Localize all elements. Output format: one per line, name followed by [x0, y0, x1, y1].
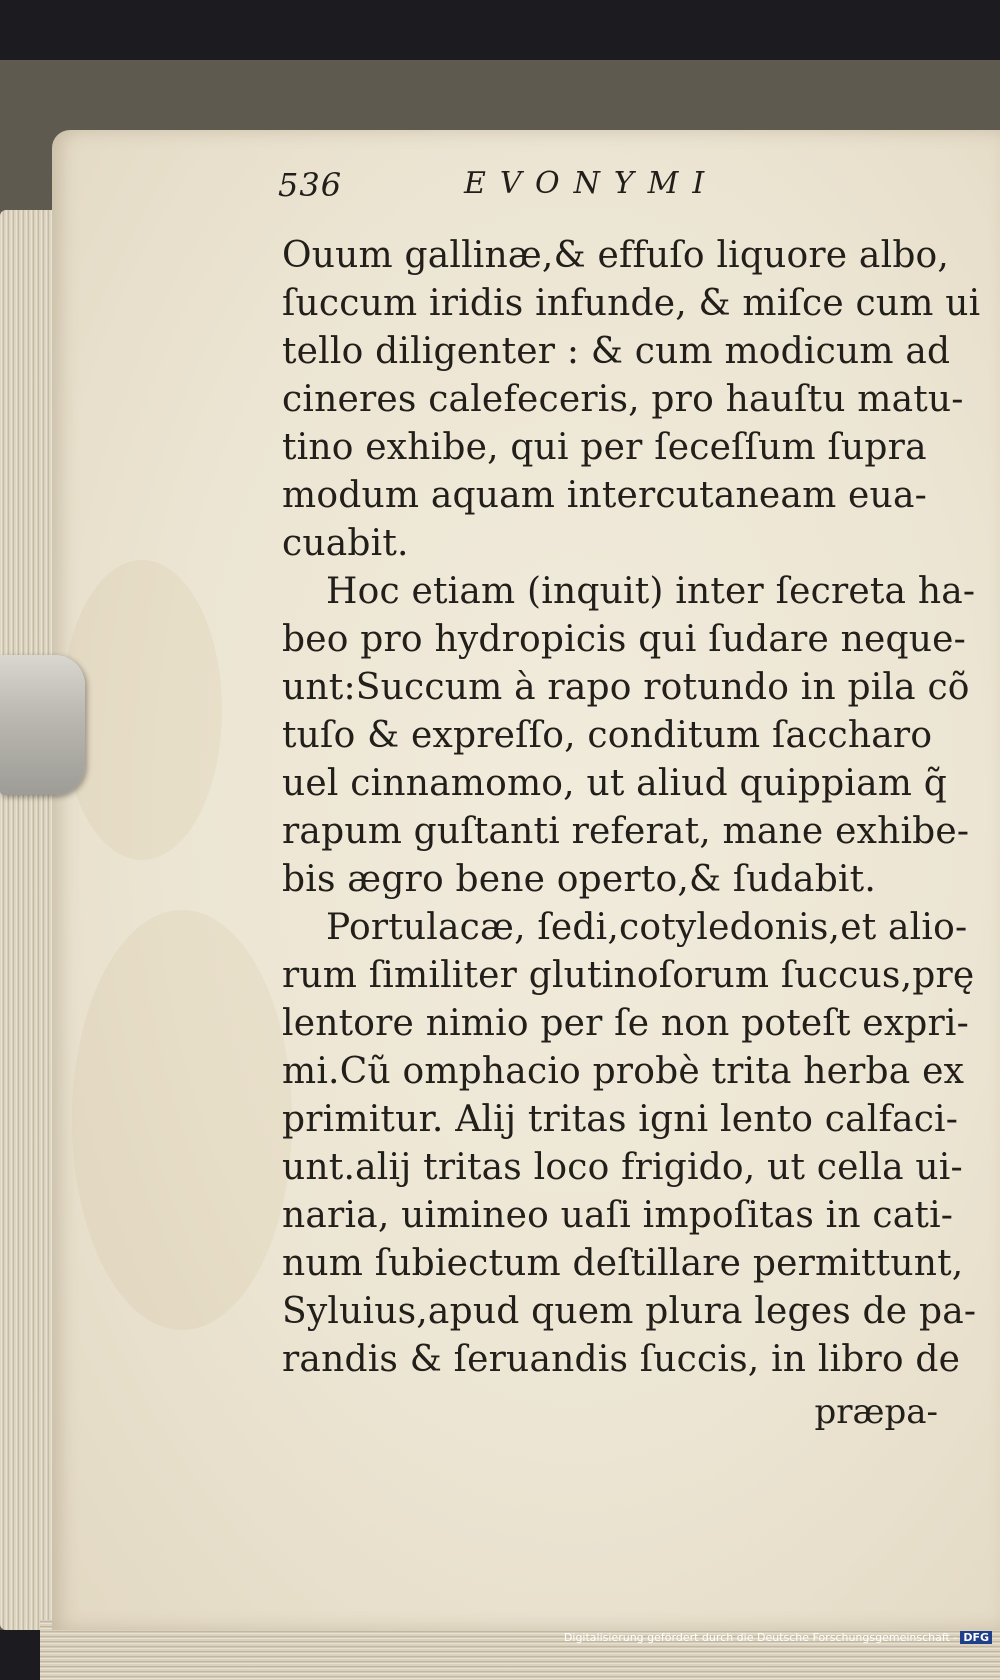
paper-stain: [62, 560, 222, 860]
running-title: EVONYMI: [464, 166, 719, 201]
paper-stain: [72, 910, 292, 1330]
text-line: cineres calefeceris, pro hauſtu matu-: [282, 379, 964, 420]
text-line: naria, uimineo uaſi impoſitas in cati-: [282, 1195, 954, 1236]
dfg-logo: DFG: [960, 1631, 992, 1644]
text-line: tino exhibe, qui per ſeceſſum ſupra: [282, 427, 927, 468]
bookmark-clip: [0, 655, 85, 795]
text-line: Portulacæ, ſedi,cotyledonis,et alio-: [326, 907, 968, 948]
text-line: rum ſimiliter glutinoſorum ſuccus,prę: [282, 955, 975, 996]
text-line: ſuccum iridis infunde, & miſce cum ui: [282, 283, 981, 324]
text-line: rapum guſtanti referat, mane exhibe-: [282, 811, 970, 852]
text-line: num ſubiectum deſtillare permittunt,: [282, 1243, 964, 1284]
text-line: randis & ſeruandis ſuccis, in libro de: [282, 1339, 961, 1380]
text-block: [278, 162, 981, 1436]
page-edges-left: [0, 210, 60, 1630]
text-line: mi.Cũ omphacio probè trita herba ex: [282, 1051, 965, 1092]
page-header: [278, 162, 942, 232]
text-line: tuſo & expreſſo, conditum ſaccharo: [282, 715, 933, 756]
text-line: Ouum gallinæ,& effuſo liquore albo,: [282, 235, 950, 276]
credit-text: Digitalisierung gefördert durch die Deutsche Forschungsgemeinschaft -: [563, 1631, 958, 1644]
text-line: bis ægro bene operto,& ſudabit.: [282, 859, 876, 900]
text-line: Hoc etiam (inquit) inter ſecreta ha-: [326, 571, 976, 612]
text-line: Syluius,apud quem plura leges de pa-: [282, 1291, 977, 1332]
text-line: modum aquam intercutaneam eua-: [282, 475, 927, 516]
text-line: cuabit.: [282, 523, 409, 564]
text-line: tello diligenter : & cum modicum ad: [282, 331, 951, 372]
text-line: unt.alij tritas loco frigido, ut cella ui-: [282, 1147, 963, 1188]
text-line: beo pro hydropicis qui ſudare neque-: [282, 619, 966, 660]
catchword: præpa-: [814, 1392, 938, 1432]
text-line: lentore nimio per ſe non poteſt expri-: [282, 1003, 969, 1044]
text-lines: [282, 232, 981, 1384]
digitization-credit: [564, 1631, 992, 1644]
page-number: 536: [278, 166, 343, 204]
text-line: primitur. Alij tritas igni lento calfaci-: [282, 1099, 959, 1140]
text-line: uel cinnamomo, ut aliud quippiam q̃: [282, 763, 947, 804]
text-line: unt:Succum à rapo rotundo in pila cõ: [282, 667, 970, 708]
